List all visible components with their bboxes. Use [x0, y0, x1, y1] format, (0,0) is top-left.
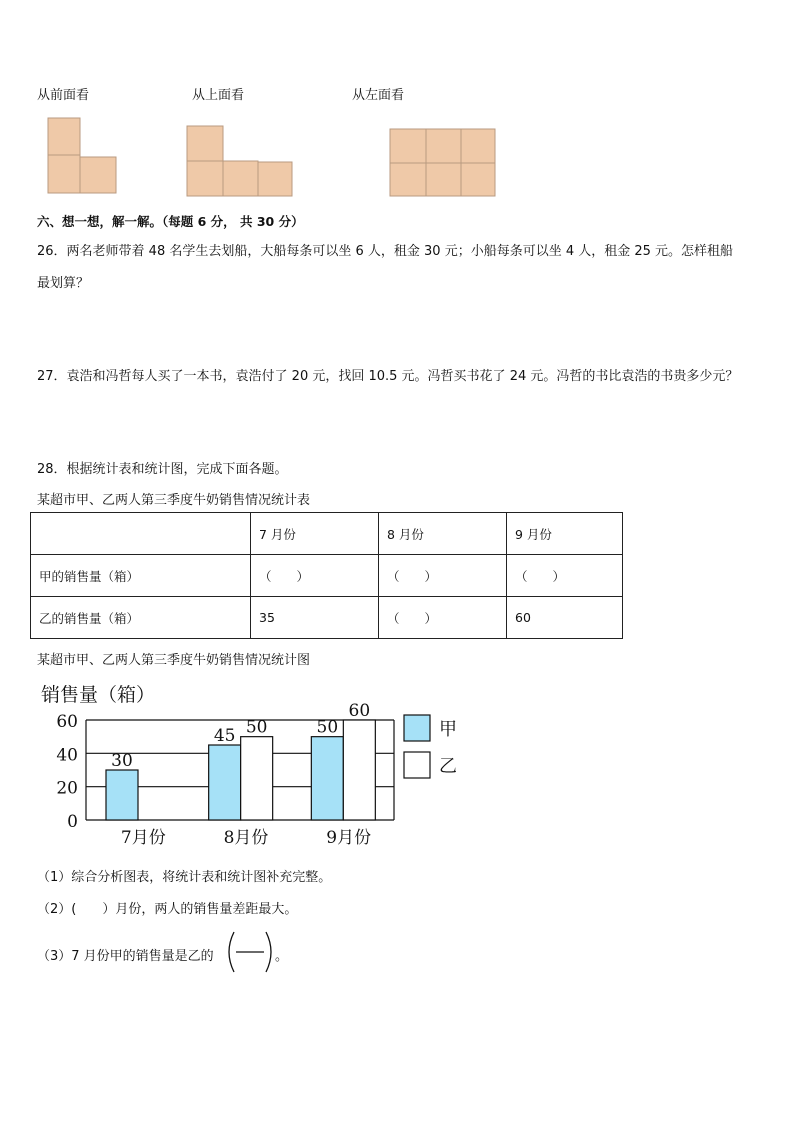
left-paren [229, 932, 234, 972]
q26-line2: 最划算？ [37, 276, 90, 291]
table-header-row [31, 513, 623, 555]
table-cell: 甲的销售量（箱） [31, 555, 251, 597]
y-tick-label: 60 [56, 712, 78, 732]
y-tick-label: 0 [67, 812, 78, 832]
top-cube-upper [187, 126, 223, 161]
table-cell: 9 月份 [507, 513, 623, 555]
x-tick-label: 7月份 [120, 828, 166, 848]
table-row [31, 555, 623, 597]
y-axis-label: 销售量（箱） [41, 684, 156, 706]
table-cell: 60 [507, 597, 623, 639]
chart-title: 某超市甲、乙两人第三季度牛奶销售情况统计图 [37, 653, 311, 668]
table-title: 某超市甲、乙两人第三季度牛奶销售情况统计表 [37, 493, 311, 508]
y-tick-label: 20 [56, 778, 78, 799]
top-cube-lower-3 [258, 162, 292, 196]
table-cell[interactable]: （ ） [379, 555, 507, 597]
data-label: 60 [348, 701, 371, 721]
left-cube-3 [461, 129, 495, 163]
bar-chart [30, 675, 470, 855]
front-cube-top [48, 118, 80, 155]
bar-乙-9月份 [343, 720, 375, 820]
q27-text: 27．袁浩和冯哲每人买了一本书，袁浩付了 20 元，找回 10.5 元。冯哲买书花了 24 元。冯哲的书比袁浩的书贵多少元？ [37, 369, 739, 384]
bar-甲-7月份 [106, 770, 138, 820]
top-view-label: 从上面看 [192, 88, 245, 103]
table-cell: 35 [251, 597, 379, 639]
stats-table [30, 512, 623, 639]
section-heading: 六、想一想，解一解。（每题 6 分， 共 30 分） [37, 214, 304, 229]
top-cube-lower-2 [223, 161, 258, 196]
legend-swatch [404, 752, 430, 778]
data-label: 50 [245, 717, 268, 738]
table-cell[interactable]: （ ） [507, 555, 623, 597]
legend-label: 乙 [439, 756, 457, 777]
sub-question-1: （1）综合分析图表，将统计表和统计图补充完整。 [37, 870, 332, 885]
front-view-label: 从前面看 [37, 88, 90, 103]
table-row [31, 597, 623, 639]
left-cube-2 [426, 129, 461, 163]
data-label: 45 [213, 726, 236, 746]
legend-label: 甲 [439, 719, 457, 740]
left-view-label: 从左面看 [352, 88, 405, 103]
bar-甲-8月份 [209, 745, 241, 820]
table-cell [31, 513, 251, 555]
bar-甲-9月份 [311, 737, 343, 820]
table-cell: 7 月份 [251, 513, 379, 555]
x-tick-label: 9月份 [326, 828, 372, 848]
left-cube-1 [390, 129, 426, 163]
front-cube-bottom-right [80, 157, 116, 193]
x-tick-label: 8月份 [223, 828, 269, 848]
left-cube-4 [390, 163, 426, 196]
top-cube-lower-1 [187, 161, 223, 196]
q26-line1: 26．两名老师带着 48 名学生去划船，大船每条可以坐 6 人，租金 30 元；小船每条可以坐 4 人，租金 25 元。怎样租船 [37, 244, 734, 259]
sub-question-3-prefix: （3）7 月份甲的销售量是乙的 [37, 949, 214, 964]
bar-乙-8月份 [241, 737, 273, 820]
left-cube-6 [461, 163, 495, 196]
right-paren [266, 932, 271, 972]
table-cell: 乙的销售量（箱） [31, 597, 251, 639]
views-figure [0, 110, 520, 205]
front-cube-bottom-left [48, 155, 80, 193]
sub-question-2: （2）( ）月份，两人的销售量差距最大。 [37, 902, 298, 917]
left-cube-5 [426, 163, 461, 196]
table-cell[interactable]: （ ） [251, 555, 379, 597]
fraction-answer-blank[interactable] [226, 930, 274, 974]
q28-intro: 28．根据统计表和统计图，完成下面各题。 [37, 462, 288, 477]
legend-swatch [404, 715, 430, 741]
sub-question-3-suffix: 。 [275, 949, 289, 964]
table-cell: 8 月份 [379, 513, 507, 555]
data-label: 50 [316, 717, 339, 738]
data-label: 30 [111, 751, 133, 771]
table-cell[interactable]: （ ） [379, 597, 507, 639]
y-tick-label: 40 [56, 745, 78, 766]
